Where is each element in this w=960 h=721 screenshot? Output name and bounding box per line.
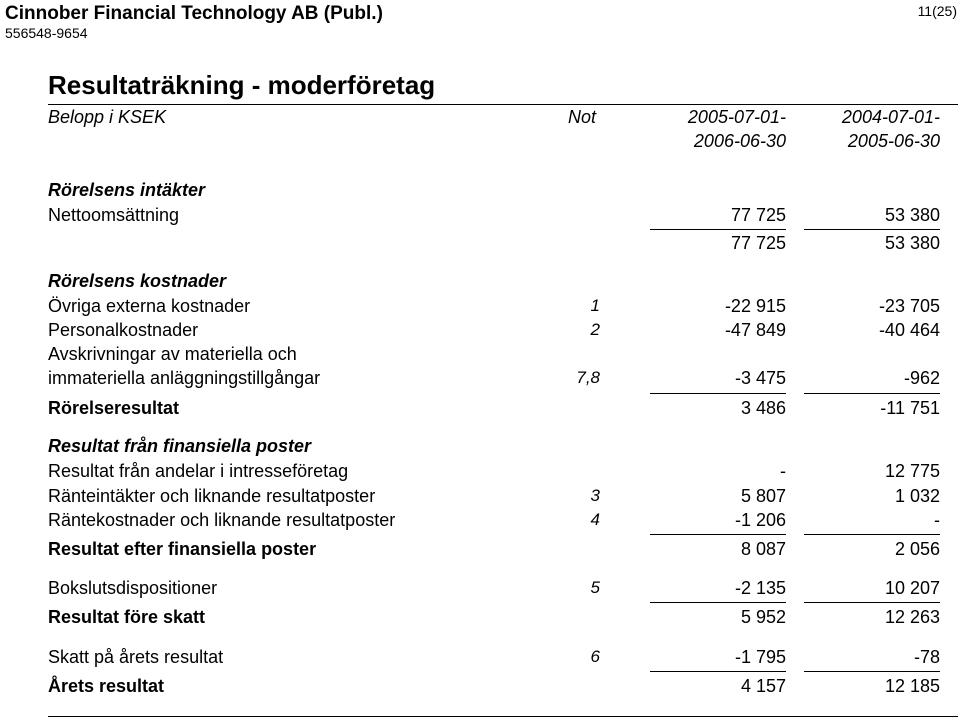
sum-rule [650,602,786,603]
total-row [0,539,960,561]
value-period1: - [780,461,786,481]
value-period1: 77 725 [730,205,786,225]
total-row [0,676,960,698]
note-ref: 5 [590,578,600,597]
total-row [0,398,960,420]
value-period2: 12 263 [884,607,940,627]
value-period2: - [934,510,940,530]
value-period1: -1 206 [734,510,786,530]
title-rule [48,104,958,105]
sum-rule [804,534,940,535]
value-period1: 5 807 [740,486,786,506]
value-period1: -2 135 [734,578,786,598]
table-row [0,368,960,390]
section-header-row [0,180,960,202]
table-row [0,344,960,366]
sum-rule [804,671,940,672]
value-period1: -1 795 [734,647,786,667]
section-header-row [0,271,960,293]
company-name: Cinnober Financial Technology AB (Publ.) [5,3,383,24]
total-row [0,607,960,629]
note-ref: 1 [590,296,600,315]
row-label: Ränteintäkter och liknande resultatposter [48,486,376,506]
period2-header-line1: 2004-07-01- [841,107,940,127]
table-row [0,578,960,600]
row-label: Övriga externa kostnader [48,296,251,316]
period2-header-line2: 2005-06-30 [847,131,940,151]
note-column-header: Not [567,107,596,127]
value-period2: -11 751 [880,398,940,418]
row-label: Rörelsens intäkter [48,180,206,200]
row-label: Resultat från andelar i intresseföretag [48,461,349,481]
value-period1: 8 087 [740,539,786,559]
row-label: Resultat efter finansiella poster [48,539,317,559]
note-ref: 4 [590,510,600,529]
row-label: Personalkostnader [48,320,199,340]
value-period2: -23 705 [878,296,940,316]
statement-title: Resultaträkning - moderföretag [48,70,436,100]
value-period2: -40 464 [878,320,940,340]
value-period2: 1 032 [894,486,940,506]
sum-rule [650,534,786,535]
sum-rule [804,393,940,394]
row-label: Resultat från finansiella poster [48,436,312,456]
value-period1: 5 952 [740,607,786,627]
row-label: Nettoomsättning [48,205,180,225]
table-row [0,647,960,669]
table-row [0,461,960,483]
value-period2: 53 380 [884,205,940,225]
row-label: Resultat före skatt [48,607,206,627]
table-row [0,486,960,508]
section-header-row [0,436,960,458]
note-ref: 6 [590,647,600,666]
org-number: 556548-9654 [5,25,88,41]
row-label: Räntekostnader och liknande resultatposter [48,510,396,530]
bottom-rule [48,716,958,717]
amount-unit-label: Belopp i KSEK [48,107,167,127]
value-period2: 53 380 [884,233,940,253]
table-row [0,320,960,342]
table-row [0,296,960,318]
note-ref: 7,8 [576,368,600,387]
period1-header-line1: 2005-07-01- [687,107,786,127]
row-label: Avskrivningar av materiella och [48,344,297,364]
row-label: Bokslutsdispositioner [48,578,218,598]
sum-rule [650,671,786,672]
value-period1: -22 915 [724,296,786,316]
sum-rule [804,229,940,230]
value-period2: -78 [913,647,940,667]
row-label: immateriella anläggningstillgångar [48,368,321,388]
value-period2: 2 056 [894,539,940,559]
sum-rule [650,229,786,230]
value-period1: 77 725 [730,233,786,253]
subtotal-row [0,233,960,255]
value-period1: 4 157 [740,676,786,696]
page-number: 11(25) [917,3,957,19]
sum-rule [650,393,786,394]
period1-header-line2: 2006-06-30 [693,131,786,151]
value-period2: 12 775 [884,461,940,481]
row-label: Årets resultat [48,676,165,696]
table-row [0,510,960,532]
table-row [0,205,960,227]
value-period2: 12 185 [884,676,940,696]
row-label: Rörelsens kostnader [48,271,227,291]
value-period2: -962 [903,368,940,388]
sum-rule [804,602,940,603]
value-period2: 10 207 [884,578,940,598]
value-period1: -3 475 [734,368,786,388]
value-period1: 3 486 [740,398,786,418]
row-label: Rörelseresultat [48,398,180,418]
note-ref: 3 [590,486,600,505]
row-label: Skatt på årets resultat [48,647,224,667]
value-period1: -47 849 [724,320,786,340]
note-ref: 2 [590,320,600,339]
